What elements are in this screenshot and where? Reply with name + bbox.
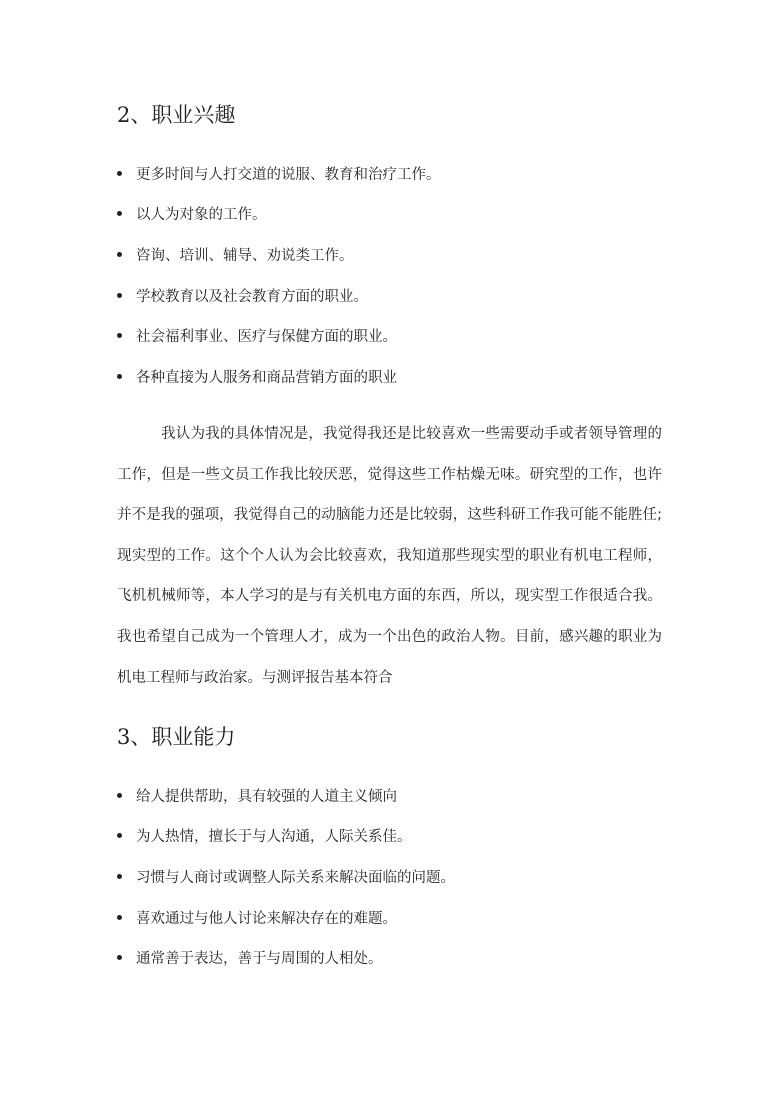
list-item (117, 234, 441, 275)
list-item (117, 194, 441, 235)
bullet-icon (117, 333, 122, 338)
list-item-text: 各种直接为人服务和商品营销方面的职业 (136, 369, 397, 386)
list-item-text: 以人为对象的工作。 (136, 207, 267, 224)
bullet-icon (117, 833, 122, 838)
bullet-icon (117, 252, 122, 257)
section-2-list (117, 153, 441, 397)
section-2-heading: 2、职业兴趣 (117, 103, 236, 127)
bullet-icon (117, 293, 122, 298)
list-item (117, 816, 455, 857)
list-item (117, 356, 441, 397)
list-item (117, 315, 441, 356)
section-3-heading: 3、职业能力 (117, 725, 236, 749)
bullet-icon (117, 793, 122, 798)
list-item-text: 咨询、培训、辅导、劝说类工作。 (136, 247, 354, 264)
list-item (117, 775, 455, 816)
self-assessment-paragraph: 我认为我的具体情况是，我觉得我还是比较喜欢一些需要动手或者领导管理的工作，但是一些文员工作我比较厌恶，觉得这些工作枯燥无味。研究型的工作，也许并不是我的强项，我觉得自己的动脑能力还是比较弱，这些科研工作我可能不能胜任;现实型的工作。这个个人认为会比较喜欢，我知道那些现实型的职业有机电工程师，飞机机械师等，本人学习的是与有关机电方面的东西，所以，现实型工作很适合我。我也希望自己成为一个管理人才，成为一个出色的政治人物。目前，感兴趣的职业为机电工程师与政治家。与测评报告基本符合 (117, 426, 662, 686)
list-item-text: 给人提供帮助，具有较强的人道主义倾向 (136, 788, 397, 805)
list-item-text: 通常善于表达，善于与周围的人相处。 (136, 951, 383, 968)
list-item-text: 为人热情，擅长于与人沟通，人际关系佳。 (136, 829, 412, 846)
bullet-icon (117, 374, 122, 379)
list-item-text: 学校教育以及社会教育方面的职业。 (136, 288, 368, 305)
bullet-icon (117, 171, 122, 176)
list-item-text: 习惯与人商讨或调整人际关系来解决面临的问题。 (136, 869, 455, 886)
section-3-list (117, 775, 455, 978)
bullet-icon (117, 874, 122, 879)
list-item-text: 喜欢通过与他人讨论来解决存在的难题。 (136, 910, 397, 927)
bullet-icon (117, 915, 122, 920)
bullet-icon (117, 955, 122, 960)
bullet-icon (117, 211, 122, 216)
list-item (117, 275, 441, 316)
list-item (117, 937, 455, 978)
list-item (117, 897, 455, 938)
list-item (117, 153, 441, 194)
list-item (117, 856, 455, 897)
list-item-text: 社会福利事业、医疗与保健方面的职业。 (136, 329, 397, 346)
list-item-text: 更多时间与人打交道的说服、教育和治疗工作。 (136, 166, 441, 183)
